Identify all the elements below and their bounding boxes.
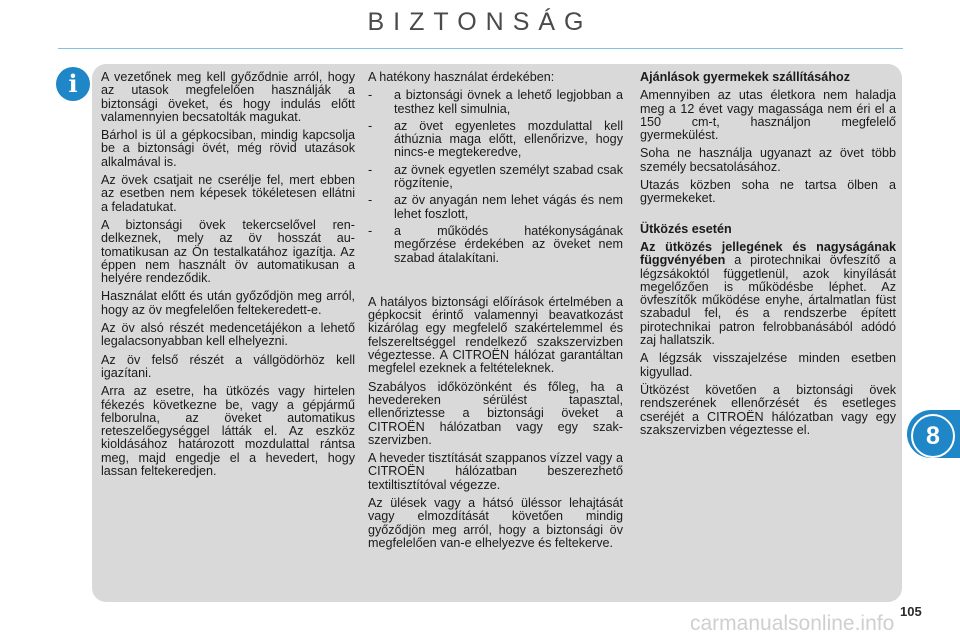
paragraph: Utazás közben soha ne tartsa ölben a gyermekeket. [640,178,896,206]
paragraph: A heveder tisztítását szappanos vízzel vagy a CITROËN hálózatban beszerezhető textiltisztítóval végezze. [368,451,623,492]
paragraph: Soha ne használja ugyanazt az övet több személy becsatolásához. [640,146,896,174]
dash-marker: - [368,223,373,238]
info-icon: i [56,67,90,101]
section-heading-children: Ajánlások gyermekek szállításához [640,70,850,84]
dash-marker: - [368,88,373,103]
column-1 [101,71,355,483]
paragraph: Az övek csatjait ne cserélje fel, mert ebben az esetben nem képesek tökéletesen ellátni a feladatukat. [101,173,355,214]
paragraph: Az öv alsó részét medencetájékon a lehető legalacsonyabban kell elhelyezni. [101,321,355,349]
paragraph: A biztonsági övek tekercselővel rendelkeznek, mely az öv hosszát automatikusan az Ön testalkatához igazítja. Az éppen nem használt öv automatikusan a helyére rendeződik. [101,217,355,286]
dash-marker: - [368,118,373,133]
list-item: - a működés hatékonyságának megőrzése érdekében az öveket nem szabad átalakítani. [368,223,623,265]
list-intro: A hatékony használat érdekében: [368,70,555,84]
paragraph: Az ütközés jellegének és nagyságának függvényében a pirotechnikai övfeszítő a légzsákoktól függetlenül, azok kinyílását megelőzően is működésbe léphet. Az övfeszítők működése enyhe, ártalmatlan füst szabadul fel, és a rendszerbe épített pirotechnikai patron felrobbanásából adódó zaj hallatszik. [640,239,896,348]
watermark: carmanualsonline.info [690,612,895,635]
paragraph: Az öv felső részét a vállgödörhöz kell igazítani. [101,352,355,380]
list-item: - az öv anyagán nem lehet vágás és nem lehet foszlott, [368,193,623,221]
paragraph: Használat előtt és után győződjön meg arról, hogy az öv megfelelően feltekeredett-e. [101,289,355,317]
paragraph: Arra az esetre, ha ütközés vagy hirtelen fékezés következne be, vagy a gépjármű felborulna, az öveket automatikus reteszelőegységgel látták el. Az eszköz kioldásához határozott mozdulattal rántsa meg, majd engedje el a hevedert, hogy lassan feltekeredjen. [101,384,355,479]
dash-marker: - [368,193,373,208]
page-title: BIZTONSÁG [367,8,593,36]
paragraph: Amennyiben az utas életkora nem haladja meg a 12 évet vagy magassága nem éri el a 150 cm-t, használjon megfelelő gyermekülést. [640,88,896,143]
emphasis-text: Az ütközés jellegének és nagyságának függvényében [640,239,896,268]
section-heading-crash: Ütközés esetén [640,221,732,236]
usage-list [368,89,623,265]
paragraph: Ütközést követően a biztonsági övek rendszerének ellenőrzését és esetleges cseréjét a CITROËN hálózatban vagy egy szakszervizben végeztesse el. [640,382,896,437]
list-item: - a biztonsági övnek a lehető legjobban a testhez kell simulnia, [368,88,623,116]
page-number: 105 [900,604,922,619]
list-item: - az övnek egyetlen személyt szabad csak rögzítenie, [368,162,623,191]
column-2 [368,71,623,555]
paragraph: Szabályos időközönként és főleg, ha a hevedereken sérülést tapasztal, ellenőriztesse a biztonsági öveket a CITROËN hálózatban vagy egy szakszervizben. [368,379,623,447]
dash-marker: - [368,162,373,177]
paragraph: A vezetőnek meg kell győződnie arról, hogy az utasok megfelelően használják a biztonsági öveket, és hogy indulás előtt valamennyien becsatolták magukat. [101,70,355,124]
column-3 [640,71,896,442]
paragraph: Bárhol is ül a gépkocsiban, mindig kapcsolja be a biztonsági övét, még rövid utazások alkalmával is. [101,128,355,169]
paragraph: A légzsák visszajelzése minden esetben kigyullad. [640,351,896,379]
list-item: - az övet egyenletes mozdulattal kell áthúznia maga előtt, ellenőrizve, hogy nincs-e megtekeredve, [368,118,623,160]
title-divider [58,48,903,49]
paragraph: A hatályos biztonsági előírások értelmében a gépkocsit érintő valamennyi beavatkozást kizárólag egy megfelelő szakértelemmel és felszereltséggel rendelkező szakszervizben végeztesse. A CITROËN hálózat garantáltan megfelel ezeknek a feltételeknek. [368,294,623,376]
paragraph: Az ülések vagy a hátsó üléssor lehajtását vagy elmozdítását követően mindig győződjön meg arról, hogy a biztonsági öv megfelelően van-e elhelyezve és feltekerve. [368,496,623,550]
chapter-number-badge: 8 [911,414,955,458]
